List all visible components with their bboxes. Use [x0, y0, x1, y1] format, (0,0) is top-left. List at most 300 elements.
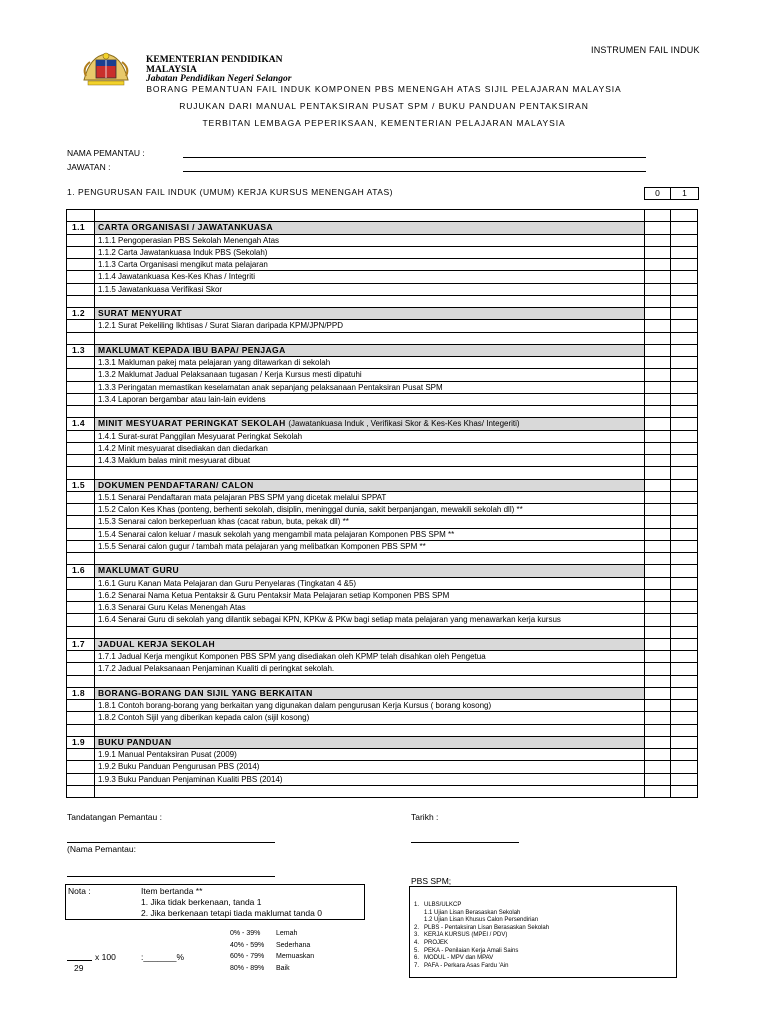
spacer-row [67, 406, 698, 418]
checkbox-0[interactable] [645, 320, 671, 332]
section-title-cell [95, 418, 645, 430]
table-row [67, 369, 698, 381]
item-label: 1.7.2 Jadual Pelaksanaan Penjaminan Kualiti di peringkat sekolah. [95, 663, 645, 675]
checkbox-cell[interactable] [645, 210, 671, 222]
checkbox-0[interactable] [645, 589, 671, 601]
checkbox-1[interactable] [671, 222, 698, 234]
checkbox-1[interactable] [671, 271, 698, 283]
checkbox-0[interactable] [645, 344, 671, 356]
checkbox-1[interactable] [671, 749, 698, 761]
checkbox-cell[interactable] [671, 626, 698, 638]
score-column-0-header: 0 [644, 187, 671, 200]
spacer-row [67, 675, 698, 687]
item-indent-cell [67, 504, 95, 516]
section-number: 1.3 [67, 344, 95, 356]
rating-scale-row [230, 951, 314, 963]
table-row [67, 246, 698, 258]
empty-cell [67, 295, 95, 307]
item-indent-cell [67, 455, 95, 467]
table-row [67, 516, 698, 528]
checkbox-1[interactable] [671, 308, 698, 320]
spacer-row [67, 553, 698, 565]
empty-cell [67, 724, 95, 736]
checkbox-cell[interactable] [645, 467, 671, 479]
item-label: 1.3.3 Peringatan memastikan keselamatan anak sepanjang pelaksanaan Pentaksiran Pusat SPM [95, 381, 645, 393]
item-label: 1.3.4 Laporan bergambar atau lain-lain evidens [95, 393, 645, 405]
checkbox-cell[interactable] [645, 553, 671, 565]
spacer-row [67, 626, 698, 638]
table-row [67, 540, 698, 552]
checkbox-0[interactable] [645, 308, 671, 320]
section-number: 1.4 [67, 418, 95, 430]
item-label: 1.1.3 Carta Organisasi mengikut mata pelajaran [95, 259, 645, 271]
rating-range: 40% - 59% [230, 941, 265, 949]
organisation-block [146, 56, 291, 85]
item-indent-cell [67, 773, 95, 785]
item-indent-cell [67, 761, 95, 773]
checkbox-1[interactable] [671, 540, 698, 552]
section-number: 1.8 [67, 687, 95, 699]
item-label: 1.4.2 Minit mesyuarat disediakan dan diedarkan [95, 442, 645, 454]
section-number: 1.9 [67, 736, 95, 748]
checkbox-0[interactable] [645, 222, 671, 234]
table-row [67, 455, 698, 467]
checkbox-1[interactable] [671, 602, 698, 614]
item-label: 1.8.1 Contoh borang-borang yang berkaitan yang digunakan dalam pengurusan Kerja Kursus ( borang kosong) [95, 700, 645, 712]
spacer-row [67, 210, 698, 222]
item-indent-cell [67, 271, 95, 283]
section-header-row [67, 687, 698, 699]
section-title-cell [95, 308, 645, 320]
section-title: MINIT MESYUARAT PERINGKAT SEKOLAH [98, 418, 286, 429]
checkbox-1[interactable] [671, 565, 698, 577]
item-indent-cell [67, 320, 95, 332]
rating-label: Lemah [276, 930, 298, 937]
checkbox-0[interactable] [645, 369, 671, 381]
checkbox-cell[interactable] [671, 295, 698, 307]
date-label: Tarikh : [411, 812, 439, 822]
item-indent-cell [67, 369, 95, 381]
checkbox-cell[interactable] [671, 210, 698, 222]
empty-cell [95, 675, 645, 687]
form-subtitle-publisher: TERBITAN LEMBAGA PEPERIKSAAN, KEMENTERIAN PELAJARAN MALAYSIA [202, 118, 566, 128]
section-header-row [67, 736, 698, 748]
calc-total: 29 [74, 963, 84, 973]
checkbox-0[interactable] [645, 259, 671, 271]
item-indent-cell [67, 663, 95, 675]
checkbox-cell[interactable] [671, 553, 698, 565]
nama-pemantau-footer-label: (Nama Pemantau: [67, 844, 136, 854]
score-column-1-header: 1 [670, 187, 699, 200]
empty-cell [95, 626, 645, 638]
checkbox-0[interactable] [645, 700, 671, 712]
item-label: 1.9.1 Manual Pentaksiran Pusat (2009) [95, 749, 645, 761]
rating-scale-row [230, 928, 314, 940]
table-row [67, 259, 698, 271]
checkbox-cell[interactable] [645, 626, 671, 638]
table-row [67, 614, 698, 626]
checkbox-0[interactable] [645, 271, 671, 283]
checkbox-1[interactable] [671, 516, 698, 528]
item-indent-cell [67, 381, 95, 393]
item-indent-cell [67, 491, 95, 503]
spacer-row [67, 467, 698, 479]
table-row [67, 712, 698, 724]
item-label: 1.6.2 Senarai Nama Ketua Pentaksir & Guru Pentaksir Mata Pelajaran setiap Komponen PBS SPM [95, 589, 645, 601]
checkbox-0[interactable] [645, 479, 671, 491]
item-label: 1.1.5 Jawatankuasa Verifikasi Skor [95, 283, 645, 295]
checkbox-0[interactable] [645, 761, 671, 773]
section-title: 1. PENGURUSAN FAIL INDUK (UMUM) KERJA KURSUS MENENGAH ATAS) [67, 187, 393, 197]
section-title-cell [95, 638, 645, 650]
table-row [67, 589, 698, 601]
pbs-list-item: 1. ULBS/ULKCP [414, 902, 462, 908]
checkbox-0[interactable] [645, 687, 671, 699]
table-row [67, 234, 698, 246]
section-header-row [67, 638, 698, 650]
section-header-row [67, 222, 698, 234]
checkbox-1[interactable] [671, 589, 698, 601]
section-number: 1.6 [67, 565, 95, 577]
empty-cell [95, 210, 645, 222]
jawatan-field[interactable] [183, 171, 646, 172]
checkbox-0[interactable] [645, 614, 671, 626]
score-line[interactable] [67, 960, 92, 961]
item-label: 1.2.1 Surat Pekeliling Ikhtisas / Surat Siaran daripada KPM/JPN/PPD [95, 320, 645, 332]
table-row [67, 357, 698, 369]
checkbox-0[interactable] [645, 357, 671, 369]
section-title: SURAT MENYURAT [98, 308, 183, 319]
item-indent-cell [67, 259, 95, 271]
item-label: 1.5.3 Senarai calon berkeperluan khas (cacat rabun, buta, pekak dll) ** [95, 516, 645, 528]
rating-label: Memuaskan [276, 953, 315, 960]
checkbox-0[interactable] [645, 504, 671, 516]
pbs-list-item: 6. MODUL - MPV dan MPAV [414, 955, 494, 962]
checkbox-1[interactable] [671, 761, 698, 773]
checkbox-1[interactable] [671, 357, 698, 369]
section-title: DOKUMEN PENDAFTARAN/ CALON [98, 479, 254, 490]
checkbox-1[interactable] [671, 393, 698, 405]
item-indent-cell [67, 393, 95, 405]
checkbox-1[interactable] [671, 259, 698, 271]
checkbox-0[interactable] [645, 773, 671, 785]
date-line[interactable] [411, 842, 519, 843]
table-row [67, 381, 698, 393]
item-indent-cell [67, 442, 95, 454]
checkbox-0[interactable] [645, 246, 671, 258]
calc-x100: x 100 [95, 952, 116, 962]
table-row [67, 283, 698, 295]
checkbox-0[interactable] [645, 234, 671, 246]
section-title-cell [95, 222, 645, 234]
table-row [67, 271, 698, 283]
empty-cell [95, 785, 645, 797]
pbs-spm-label: PBS SPM; [411, 876, 452, 886]
item-indent-cell [67, 246, 95, 258]
table-row [67, 700, 698, 712]
checkbox-1[interactable] [671, 577, 698, 589]
checkbox-1[interactable] [671, 712, 698, 724]
pbs-list-item: 1.1 Ujian Lisan Berasaskan Sekolah [414, 909, 521, 916]
section-title: BUKU PANDUAN [98, 736, 172, 747]
item-indent-cell [67, 234, 95, 246]
checkbox-0[interactable] [645, 516, 671, 528]
empty-cell [67, 785, 95, 797]
table-row [67, 663, 698, 675]
section-number: 1.7 [67, 638, 95, 650]
checkbox-1[interactable] [671, 491, 698, 503]
pbs-list-item: 4. PROJEK [414, 939, 449, 946]
checklist-table [66, 209, 698, 798]
section-header-row [67, 344, 698, 356]
item-label: 1.1.2 Carta Jawatankuasa Induk PBS (Sekolah) [95, 246, 645, 258]
checkbox-cell[interactable] [645, 785, 671, 797]
section-number: 1.1 [67, 222, 95, 234]
empty-cell [67, 626, 95, 638]
item-indent-cell [67, 700, 95, 712]
checkbox-0[interactable] [645, 602, 671, 614]
empty-cell [67, 406, 95, 418]
checkbox-cell[interactable] [671, 332, 698, 344]
signature-line[interactable] [67, 842, 275, 843]
checkbox-0[interactable] [645, 491, 671, 503]
checkbox-cell[interactable] [645, 406, 671, 418]
pbs-list-item: 7. PAFA - Perkara Asas Fardu 'Ain [414, 962, 509, 969]
checkbox-1[interactable] [671, 504, 698, 516]
table-row [67, 442, 698, 454]
note-label: Nota : [68, 886, 91, 896]
checkbox-0[interactable] [645, 430, 671, 442]
checkbox-cell[interactable] [645, 724, 671, 736]
checkbox-1[interactable] [671, 369, 698, 381]
checkbox-0[interactable] [645, 455, 671, 467]
item-label: 1.6.4 Senarai Guru di sekolah yang dilantik sebagai KPN, KPKw & PKw bagi setiap mata pelajaran yang menawarkan kerja kursus [95, 614, 645, 626]
item-indent-cell [67, 749, 95, 761]
item-indent-cell [67, 540, 95, 552]
rating-scale-row [230, 963, 314, 975]
empty-cell [95, 724, 645, 736]
item-label: 1.1.1 Pengoperasian PBS Sekolah Menengah Atas [95, 234, 645, 246]
section-title: BORANG-BORANG DAN SIJIL YANG BERKAITAN [98, 687, 313, 698]
empty-cell [67, 553, 95, 565]
checkbox-cell[interactable] [645, 295, 671, 307]
section-number: 1.5 [67, 479, 95, 491]
checkbox-0[interactable] [645, 418, 671, 430]
spacer-row [67, 332, 698, 344]
pbs-list-item: 1.2 Ujian Lisan Khusus Calon Persendirian [414, 917, 539, 924]
table-row [67, 393, 698, 405]
checkbox-1[interactable] [671, 736, 698, 748]
form-subtitle-reference: RUJUKAN DARI MANUAL PENTAKSIRAN PUSAT SPM / BUKU PANDUAN PENTAKSIRAN [179, 101, 589, 111]
empty-cell [95, 467, 645, 479]
pbs-spm-list-box [409, 886, 677, 978]
item-label: 1.5.1 Senarai Pendaftaran mata pelajaran PBS SPM yang dicetak melalui SPPAT [95, 491, 645, 503]
checkbox-1[interactable] [671, 614, 698, 626]
checkbox-0[interactable] [645, 749, 671, 761]
checkbox-0[interactable] [645, 540, 671, 552]
item-indent-cell [67, 528, 95, 540]
section-title: JADUAL KERJA SEKOLAH [98, 638, 216, 649]
rating-scale-row [230, 940, 314, 952]
checkbox-1[interactable] [671, 663, 698, 675]
item-label: 1.5.5 Senarai calon gugur / tambah mata pelajaran yang melibatkan Komponen PBS SPM ** [95, 540, 645, 552]
form-title: BORANG PEMANTUAN FAIL INDUK KOMPONEN PBS MENENGAH ATAS SIJIL PELAJARAN MALAYSIA [146, 84, 622, 94]
checkbox-1[interactable] [671, 234, 698, 246]
item-indent-cell [67, 602, 95, 614]
jawatan-label: JAWATAN : [67, 162, 111, 172]
checkbox-1[interactable] [671, 320, 698, 332]
table-row [67, 577, 698, 589]
item-indent-cell [67, 589, 95, 601]
nama-pemantau-field[interactable] [183, 157, 646, 158]
checkbox-cell[interactable] [671, 467, 698, 479]
checkbox-0[interactable] [645, 528, 671, 540]
section-title: CARTA ORGANISASI / JAWATANKUASA [98, 222, 274, 233]
empty-cell [67, 467, 95, 479]
item-label: 1.7.1 Jadual Kerja mengikut Komponen PBS SPM yang disediakan oleh KPMP telah disahkan oleh Pengetua [95, 651, 645, 663]
spacer-row [67, 295, 698, 307]
checkbox-cell[interactable] [671, 785, 698, 797]
table-row [67, 651, 698, 663]
pbs-list-item: 2. PLBS - Pentaksiran Lisan Berasaskan Sekolah [414, 924, 550, 931]
table-row [67, 320, 698, 332]
checkbox-0[interactable] [645, 663, 671, 675]
checkbox-1[interactable] [671, 418, 698, 430]
table-row [67, 773, 698, 785]
item-label: 1.6.3 Senarai Guru Kelas Menengah Atas [95, 602, 645, 614]
section-header-row [67, 418, 698, 430]
section-note: (Jawatankuasa Induk , Verifikasi Skor & Kes-Kes Khas/ Integeriti) [288, 419, 520, 429]
table-row [67, 430, 698, 442]
item-label: 1.4.3 Maklum balas minit mesyuarat dibuat [95, 455, 645, 467]
checkbox-0[interactable] [645, 442, 671, 454]
checkbox-1[interactable] [671, 687, 698, 699]
empty-cell [95, 332, 645, 344]
note-line-3: 2. Jika berkenaan tetapi tiada maklumat tanda 0 [141, 908, 322, 918]
nama-pemantau-label: NAMA PEMANTAU : [67, 148, 145, 158]
rating-scale [230, 928, 314, 974]
empty-cell [95, 295, 645, 307]
empty-cell [67, 332, 95, 344]
checkbox-0[interactable] [645, 393, 671, 405]
spacer-row [67, 724, 698, 736]
table-row [67, 749, 698, 761]
rating-range: 80% - 89% [230, 964, 265, 972]
org-country: MALAYSIA [146, 64, 197, 75]
checkbox-1[interactable] [671, 455, 698, 467]
item-label: 1.6.1 Guru Kanan Mata Pelajaran dan Guru Penyelaras (Tingkatan 4 &5) [95, 577, 645, 589]
checkbox-0[interactable] [645, 651, 671, 663]
table-row [67, 528, 698, 540]
pbs-list-item: 3. KERJA KURSUS (MPEI / PDV) [414, 932, 508, 939]
checkbox-cell[interactable] [671, 724, 698, 736]
org-name: KEMENTERIAN PENDIDIKAN [146, 55, 283, 65]
item-label: 1.8.2 Contoh Sijil yang diberikan kepada calon (sijil kosong) [95, 712, 645, 724]
checkbox-1[interactable] [671, 528, 698, 540]
signature-label: Tandatangan Pemantau : [67, 812, 162, 822]
table-row [67, 602, 698, 614]
item-label: 1.9.3 Buku Panduan Penjaminan Kualiti PBS (2014) [95, 773, 645, 785]
checkbox-0[interactable] [645, 638, 671, 650]
pbs-list-item: 5. PEKA - Penilaian Kerja Amali Sains [414, 947, 519, 954]
section-header-row [67, 308, 698, 320]
section-title-cell [95, 565, 645, 577]
empty-cell [67, 675, 95, 687]
item-label: 1.5.2 Calon Kes Khas (ponteng, berhenti sekolah, disiplin, meninggal dunia, sakit berpanjangan, mewakili sekolah dll) ** [95, 504, 645, 516]
checkbox-1[interactable] [671, 700, 698, 712]
note-box [65, 884, 365, 920]
spacer-row [67, 785, 698, 797]
empty-cell [67, 210, 95, 222]
section-header-row [67, 479, 698, 491]
checkbox-0[interactable] [645, 381, 671, 393]
checkbox-1[interactable] [671, 344, 698, 356]
checkbox-0[interactable] [645, 577, 671, 589]
checkbox-cell[interactable] [671, 406, 698, 418]
item-indent-cell [67, 577, 95, 589]
checkbox-1[interactable] [671, 381, 698, 393]
checkbox-cell[interactable] [671, 675, 698, 687]
rating-label: Baik [276, 964, 290, 972]
checkbox-1[interactable] [671, 638, 698, 650]
item-indent-cell [67, 651, 95, 663]
checkbox-1[interactable] [671, 246, 698, 258]
item-label: 1.1.4 Jawatankuasa Kes-Kes Khas / Integriti [95, 271, 645, 283]
checkbox-cell[interactable] [645, 675, 671, 687]
org-department: Jabatan Pendidikan Negeri Selangor [146, 74, 292, 84]
item-label: 1.3.2 Maklumat Jadual Pelaksanaan tugasan / Kerja Kursus mesti dipatuhi [95, 369, 645, 381]
empty-cell [95, 553, 645, 565]
checkbox-1[interactable] [671, 430, 698, 442]
section-header-row [67, 565, 698, 577]
section-title: MAKLUMAT KEPADA IBU BAPA/ PENJAGA [98, 344, 286, 355]
checkbox-0[interactable] [645, 712, 671, 724]
section-number: 1.2 [67, 308, 95, 320]
rating-label: Sederhana [276, 941, 311, 949]
checkbox-0[interactable] [645, 283, 671, 295]
checkbox-1[interactable] [671, 283, 698, 295]
item-indent-cell [67, 614, 95, 626]
checkbox-1[interactable] [671, 773, 698, 785]
section-title-cell [95, 736, 645, 748]
empty-cell [95, 406, 645, 418]
checkbox-0[interactable] [645, 565, 671, 577]
note-line-2: 1. Jika tidak berkenaan, tanda 1 [141, 897, 262, 907]
checkbox-1[interactable] [671, 479, 698, 491]
name-line[interactable] [67, 876, 275, 877]
table-row [67, 504, 698, 516]
item-label: 1.5.4 Senarai calon keluar / masuk sekolah yang mengambil mata pelajaran Komponen PBS SPM ** [95, 528, 645, 540]
section-title-cell [95, 687, 645, 699]
table-row [67, 491, 698, 503]
rating-range: 60% - 79% [230, 953, 265, 960]
jata-negara-crest-icon [80, 50, 132, 88]
section-title-cell [95, 344, 645, 356]
calc-result: :_______% [141, 952, 185, 962]
checkbox-0[interactable] [645, 736, 671, 748]
table-row [67, 761, 698, 773]
section-title: MAKLUMAT GURU [98, 565, 180, 576]
checkbox-1[interactable] [671, 442, 698, 454]
item-indent-cell [67, 357, 95, 369]
checkbox-1[interactable] [671, 651, 698, 663]
item-indent-cell [67, 430, 95, 442]
item-label: 1.9.2 Buku Panduan Pengurusan PBS (2014) [95, 761, 645, 773]
item-label: 1.3.1 Makluman pakej mata pelajaran yang ditawarkan di sekolah [95, 357, 645, 369]
checkbox-cell[interactable] [645, 332, 671, 344]
item-indent-cell [67, 516, 95, 528]
item-indent-cell [67, 712, 95, 724]
